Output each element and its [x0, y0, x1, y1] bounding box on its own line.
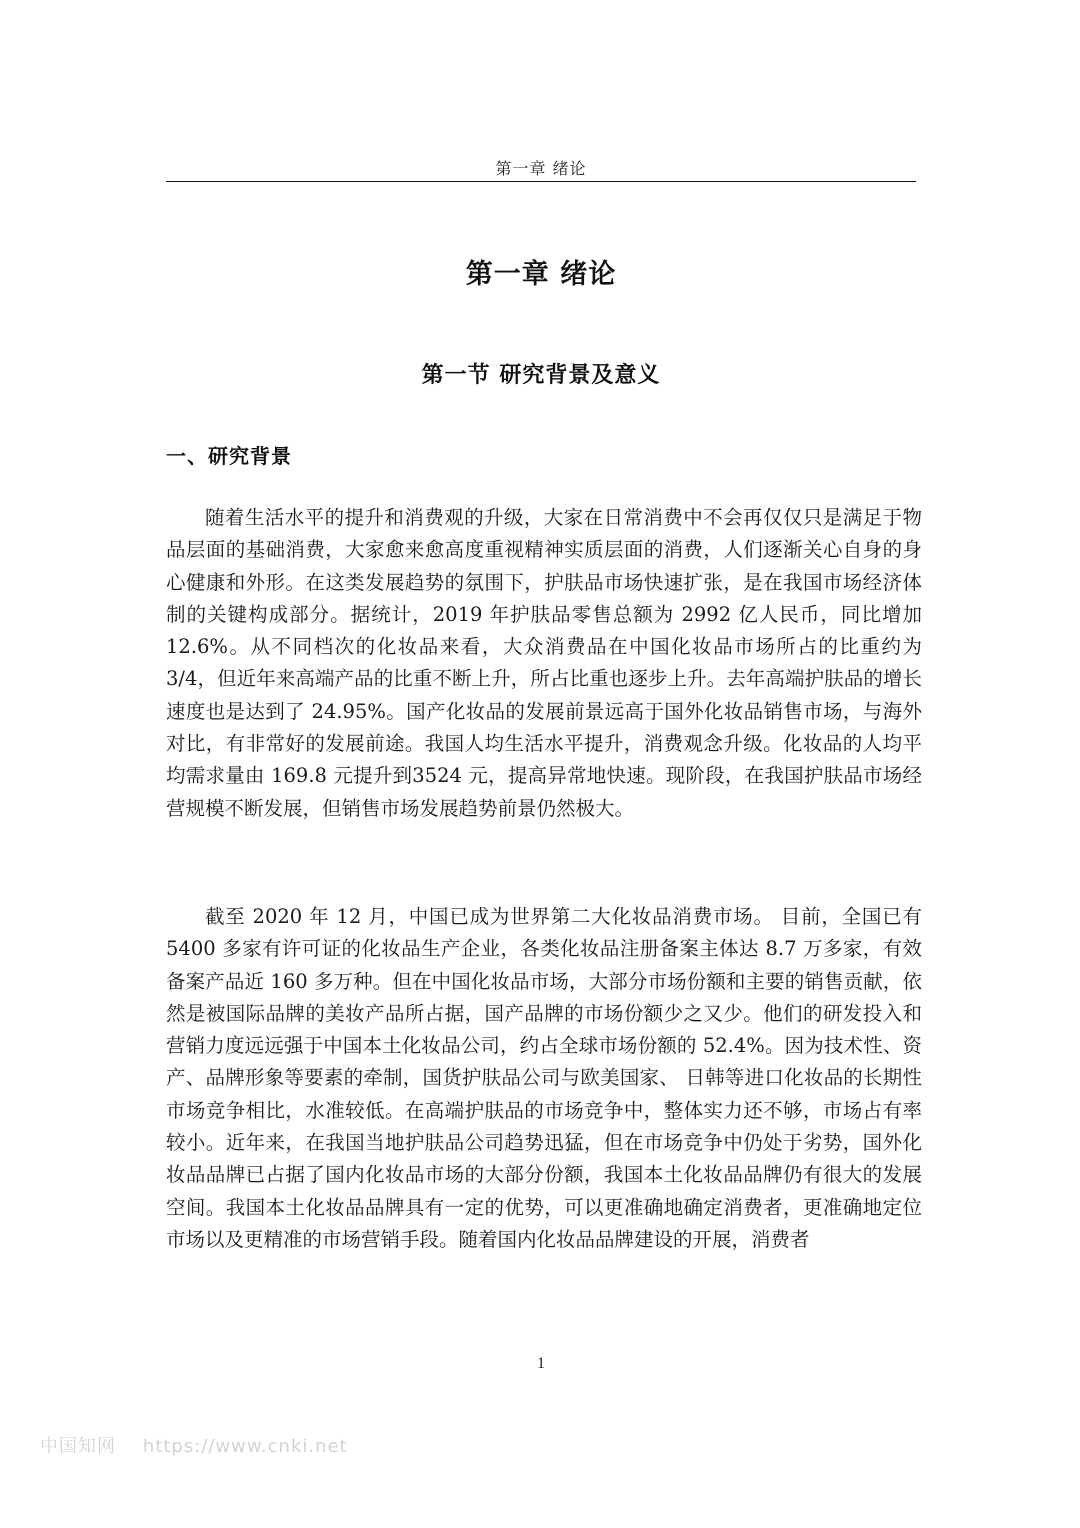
page-number: 1: [537, 1355, 545, 1372]
body-paragraph: 截至 2020 年 12 月，中国已成为世界第二大化妆品消费市场。 目前，全国已有 5400 多家有许可证的化妆品生产企业，各类化妆品注册备案主体达 8.7 万多家，有效备案产品近 160 多万种。但在中国化妆品市场，大部分市场份额和主要的销售贡献，依然是被国际品牌的美妆产品所占据，国产品牌的市场份额少之又少。他们的研发投入和营销力度远远强于中国本土化妆品公司，约占全球市场份额的 52.4%。因为技术性、资产、品牌形象等要素的牵制，国货护肤品公司与欧美国家、 日韩等进口化妆品的长期性市场竞争相比，水准较低。在高端护肤品的市场竞争中，整体实力还不够，市场占有率较小。近年来，在我国当地护肤品公司趋势迅猛，但在市场竞争中仍处于劣势，国外化妆品品牌已占据了国内化妆品市场的大部分份额，我国本土化妆品品牌仍有很大的发展空间。我国本土化妆品品牌具有一定的优势，可以更准确地确定消费者，更准确地定位市场以及更精准的市场营销手段。随着国内化妆品品牌建设的开展，消费者: [166, 905, 922, 1251]
subsection-title: 一、研究背景: [166, 444, 292, 468]
header-rule: [166, 181, 916, 182]
chapter-title: 第一章 绪论: [465, 259, 617, 290]
running-header: 第一章 绪论: [495, 159, 587, 178]
body-paragraph: 随着生活水平的提升和消费观的升级，大家在日常消费中不会再仅仅只是满足于物品层面的基础消费，大家愈来愈高度重视精神实质层面的消费，人们逐渐关心自身的身心健康和外形。在这类发展趋势的氛围下，护肤品市场快速扩张，是在我国市场经济体制的关键构成部分。据统计，2019 年护肤品零售总额为 2992 亿人民币，同比增加 12.6%。从不同档次的化妆品来看，大众消费品在中国化妆品市场所占的比重约为 3/4，但近年来高端产品的比重不断上升，所占比重也逐步上升。去年高端护肤品的增长速度也是达到了 24.95%。国产化妆品的发展前景远高于国外化妆品销售市场，与海外对比，有非常好的发展前途。我国人均生活水平提升，消费观念升级。化妆品的人均平均需求量由 169.8 元提升到3524 元，提高异常地快速。现阶段，在我国护肤品市场经营规模不断发展，但销售市场发展趋势前景仍然极大。: [166, 506, 922, 820]
section-title: 第一节 研究背景及意义: [421, 363, 661, 388]
watermark: 中国知网 https://www.cnki.net: [40, 1436, 348, 1457]
